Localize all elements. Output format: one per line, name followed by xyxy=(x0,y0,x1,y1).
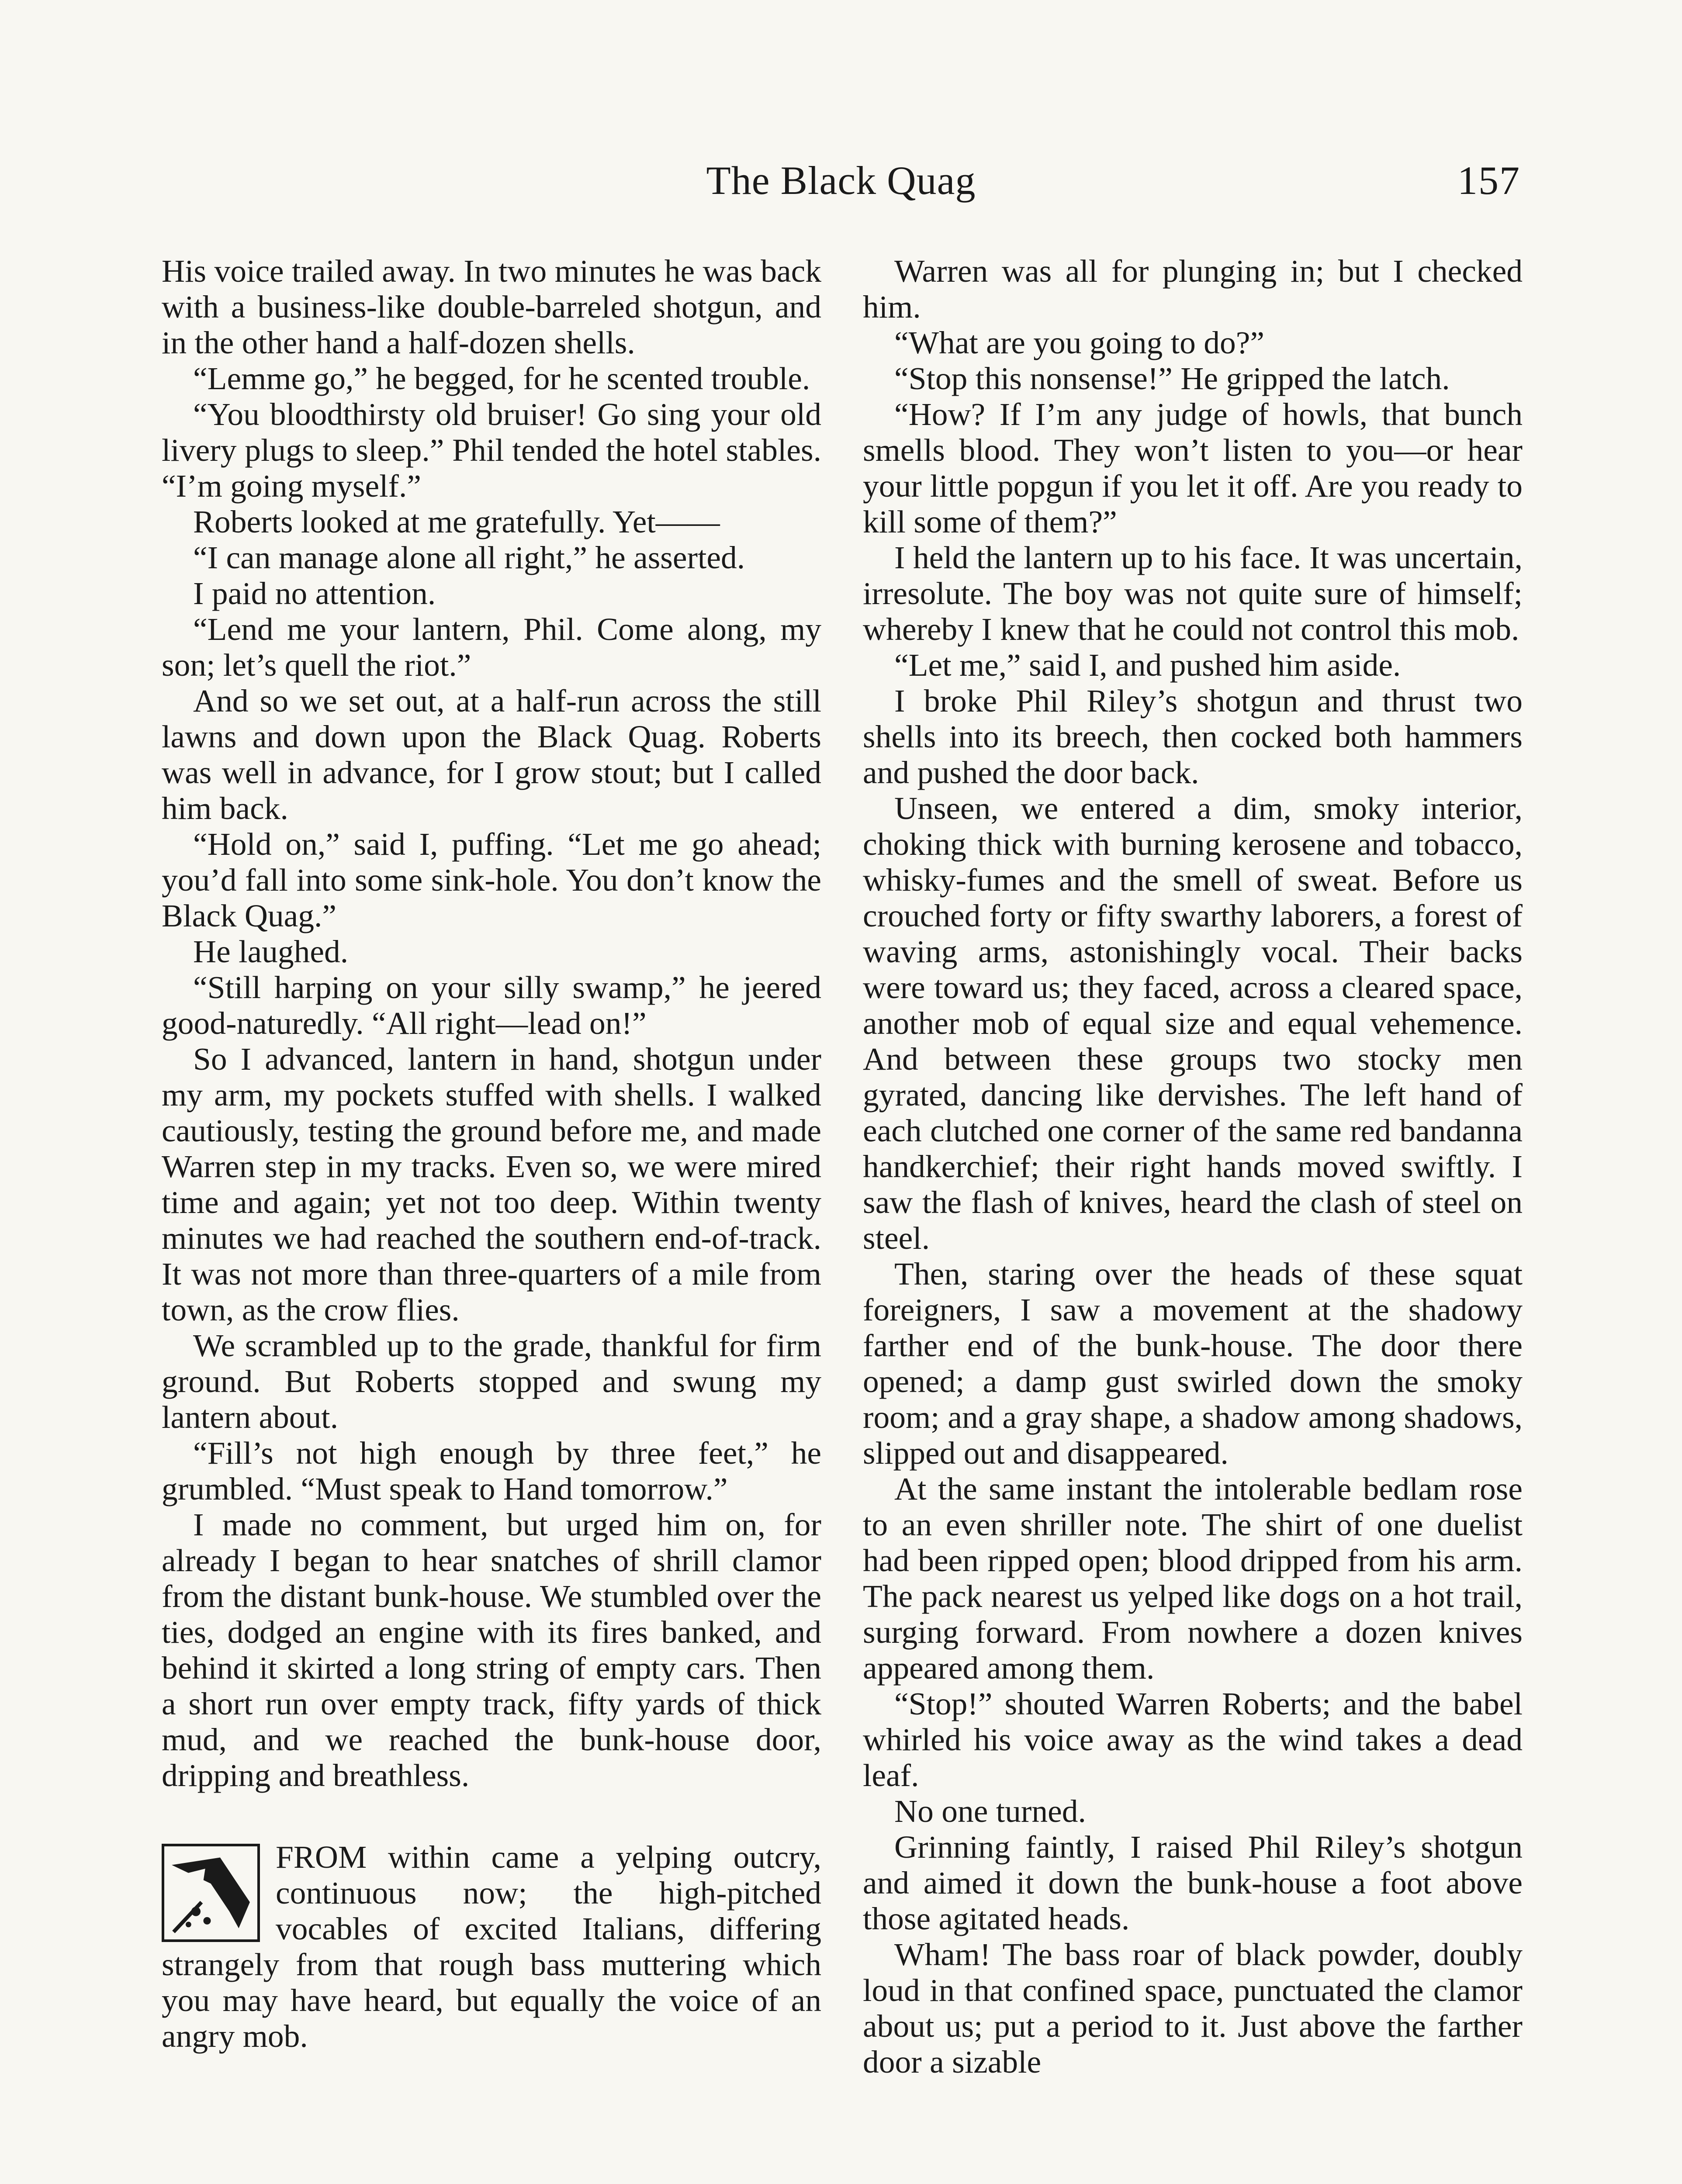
paragraph: I held the lantern up to his face. It was uncertain, irresolute. The boy was not quite sure of himself; whereby I knew that he could not control this mob. xyxy=(863,540,1523,647)
paragraph: “You bloodthirsty old bruiser! Go sing your old livery plugs to sleep.” Phil tended the hotel stables. “I’m going myself.” xyxy=(162,397,821,504)
paragraph: He laughed. xyxy=(193,934,349,969)
paragraph: “Fill’s not high enough by three feet,” he grumbled. “Must speak to Hand tomorrow.” xyxy=(162,1435,821,1507)
paragraph: And so we set out, at a half-run across the still lawns and down upon the Black Quag. Roberts was well in advance, for I grow stout; but I called him back. xyxy=(162,683,821,826)
paragraph: I paid no attention. xyxy=(193,576,436,611)
paragraph: Warren was all for plunging in; but I checked him. xyxy=(863,253,1523,325)
section-break xyxy=(162,1794,821,1839)
paragraph: His voice trailed away. In two minutes he was back with a business-like double-barreled shotgun, and in the other hand a half-dozen shells. xyxy=(162,253,821,360)
paragraph: We scrambled up to the grade, thankful for firm ground. But Roberts stopped and swung my lantern about. xyxy=(162,1328,821,1435)
paragraph: “Let me,” said I, and pushed him aside. xyxy=(894,647,1401,683)
paragraph: “Hold on,” said I, puffing. “Let me go ahead; you’d fall into some sink-hole. You don’t know the Black Quag.” xyxy=(162,826,821,933)
running-title: The Black Quag xyxy=(706,158,976,203)
paragraph: No one turned. xyxy=(894,1794,1086,1829)
left-column xyxy=(162,253,821,2054)
paragraph: FROM within came a yelping outcry, continuous now; the high-pitched vocables of excited Italians, differing strangely from that rough bass muttering which you may have heard, but equally the voice of an angry mob. xyxy=(162,1839,821,2054)
paragraph: “Lend me your lantern, Phil. Come along, my son; let’s quell the riot.” xyxy=(162,612,821,683)
decorative-initial-icon xyxy=(162,1844,260,1942)
page-header xyxy=(162,157,1520,227)
paragraph: “Stop this nonsense!” He gripped the latch. xyxy=(894,361,1450,396)
paragraph: At the same instant the intolerable bedlam rose to an even shriller note. The shirt of one duelist had been ripped open; blood dripped from his arm. The pack nearest us yelped like dogs on a hot trail, surging forward. From nowhere a dozen knives appeared among them. xyxy=(863,1471,1523,1686)
paragraph: “What are you going to do?” xyxy=(894,325,1264,360)
paragraph: “I can manage alone all right,” he asserted. xyxy=(193,540,745,575)
section-opening xyxy=(162,1839,821,2054)
page-number: 157 xyxy=(1457,158,1520,203)
paragraph: I made no comment, but urged him on, for already I began to hear snatches of shrill clamor from the distant bunk-house. We stumbled over the ties, dodged an engine with its fires banked, and behind it skirted a long string of empty cars. Then a short run over empty track, fifty yards of thick mud, and we reached the bunk-house door, dripping and breathless. xyxy=(162,1507,821,1793)
paragraph: “Stop!” shouted Warren Roberts; and the babel whirled his voice away as the wind takes a dead leaf. xyxy=(863,1686,1523,1793)
paragraph: “How? If I’m any judge of howls, that bunch smells blood. They won’t listen to you—or hear your little popgun if you let it off. Are you ready to kill some of them?” xyxy=(863,397,1523,539)
paragraph: Unseen, we entered a dim, smoky interior, choking thick with burning kerosene and tobacco, whisky-fumes and the smell of sweat. Before us crouched forty or fifty swarthy laborers, a forest of waving arms, astonishingly vocal. Their backs were toward us; they faced, across a cleared space, another mob of equal size and equal vehemence. And between these groups two stocky men gyrated, dancing like dervishes. The left hand of each clutched one corner of the same red bandanna handkerchief; their right hands moved swiftly. I saw the flash of knives, heard the clash of steel on steel. xyxy=(863,791,1523,1256)
paragraph: “Still harping on your silly swamp,” he jeered good-naturedly. “All right—lead on!” xyxy=(162,970,821,1041)
paragraph: So I advanced, lantern in hand, shotgun under my arm, my pockets stuffed with shells. I walked cautiously, testing the ground before me, and made Warren step in my tracks. Even so, we were mired time and again; yet not too deep. Within twenty minutes we had reached the southern end-of-track. It was not more than three-quarters of a mile from town, as the crow flies. xyxy=(162,1041,821,1327)
right-column xyxy=(863,253,1523,2080)
paragraph: Wham! The bass roar of black powder, doubly loud in that confined space, punctuated the clamor about us; put a period to it. Just above the farther door a sizable xyxy=(863,1937,1523,2080)
paragraph: Then, staring over the heads of these squat foreigners, I saw a movement at the shadowy farther end of the bunk-house. The door there opened; a damp gust swirled down the smoky room; and a gray shape, a shadow among shadows, slipped out and disappeared. xyxy=(863,1256,1523,1471)
paragraph: Grinning faintly, I raised Phil Riley’s shotgun and aimed it down the bunk-house a foot above those agitated heads. xyxy=(863,1829,1523,1936)
paragraph: Roberts looked at me gratefully. Yet—— xyxy=(193,504,720,539)
paragraph: “Lemme go,” he begged, for he scented trouble. xyxy=(193,361,810,396)
paragraph: I broke Phil Riley’s shotgun and thrust two shells into its breech, then cocked both hammers and pushed the door back. xyxy=(863,683,1523,790)
